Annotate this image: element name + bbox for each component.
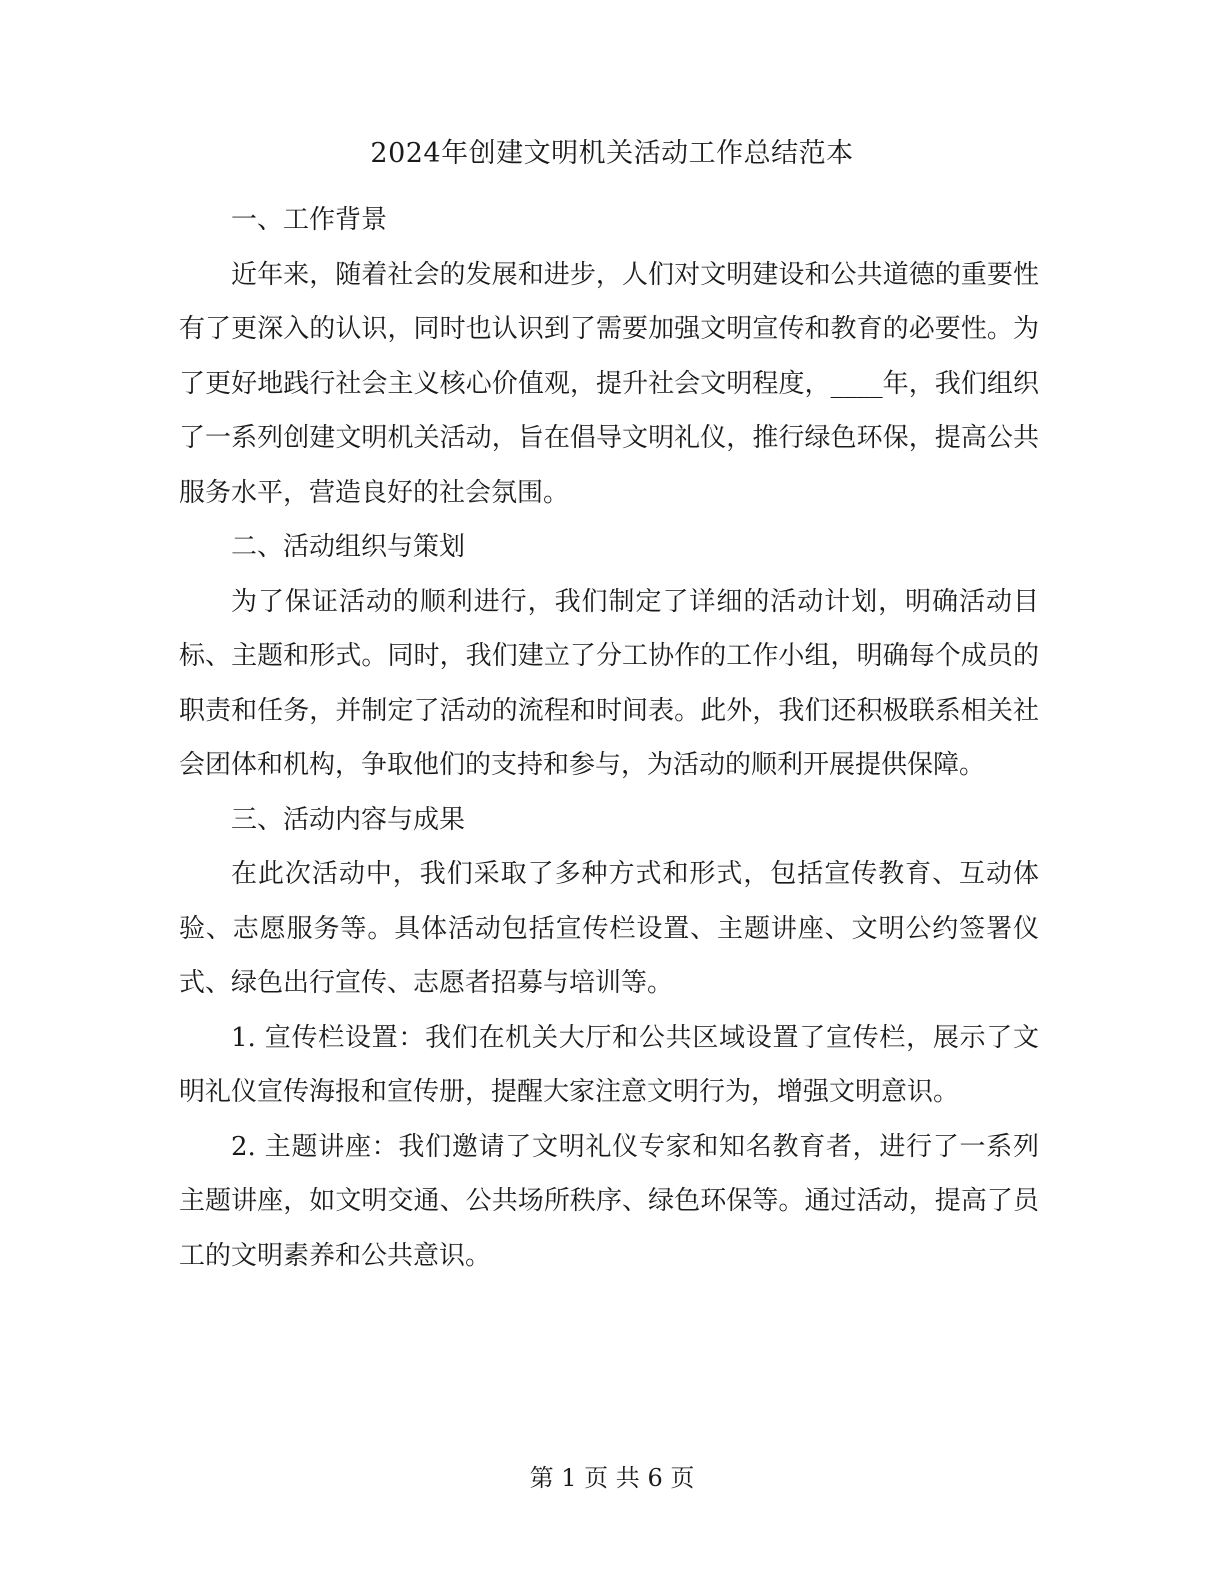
paragraph-organization: 为了保证活动的顺利进行，我们制定了详细的活动计划，明确活动目标、主题和形式。同时，我们建立了分工协作的工作小组，明确每个成员的职责和任务，并制定了活动的流程和时间表。此外，我们还积极联系相关社会团体和机构，争取他们的支持和参与，为活动的顺利开展提供保障。: [179, 586, 1039, 780]
document-body: [179, 193, 1039, 1283]
section-heading-content-results: 三、活动内容与成果: [231, 804, 466, 835]
paragraph-background: 近年来，随着社会的发展和进步，人们对文明建设和公共道德的重要性有了更深入的认识，同时也认识到了需要加强文明宣传和教育的必要性。为了更好地践行社会主义核心价值观，提升社会文明程度，____年，我们组织了一系列创建文明机关活动，旨在倡导文明礼仪，推行绿色环保，提高公共服务水平，营造良好的社会氛围。: [179, 259, 1039, 508]
section-heading-background: 一、工作背景: [231, 205, 388, 235]
list-item-themed-lectures: 2. 主题讲座：我们邀请了文明礼仪专家和知名教育者，进行了一系列主题讲座，如文明交通、公共场所秩序、绿色环保等。通过活动，提高了员工的文明素养和公共意识。: [179, 1131, 1039, 1271]
paragraph-content-intro: 在此次活动中，我们采取了多种方式和形式，包括宣传教育、互动体验、志愿服务等。具体活动包括宣传栏设置、主题讲座、文明公约签署仪式、绿色出行宣传、志愿者招募与培训等。: [179, 859, 1039, 998]
document-title: 2024年创建文明机关活动工作总结范本: [370, 138, 854, 169]
list-item-bulletin-board: 1. 宣传栏设置：我们在机关大厅和公共区域设置了宣传栏，展示了文明礼仪宣传海报和宣传册，提醒大家注意文明行为，增强文明意识。: [179, 1022, 1039, 1107]
section-heading-organization: 二、活动组织与策划: [231, 532, 466, 562]
page-number-footer: 第 1 页 共 6 页: [529, 1464, 695, 1492]
